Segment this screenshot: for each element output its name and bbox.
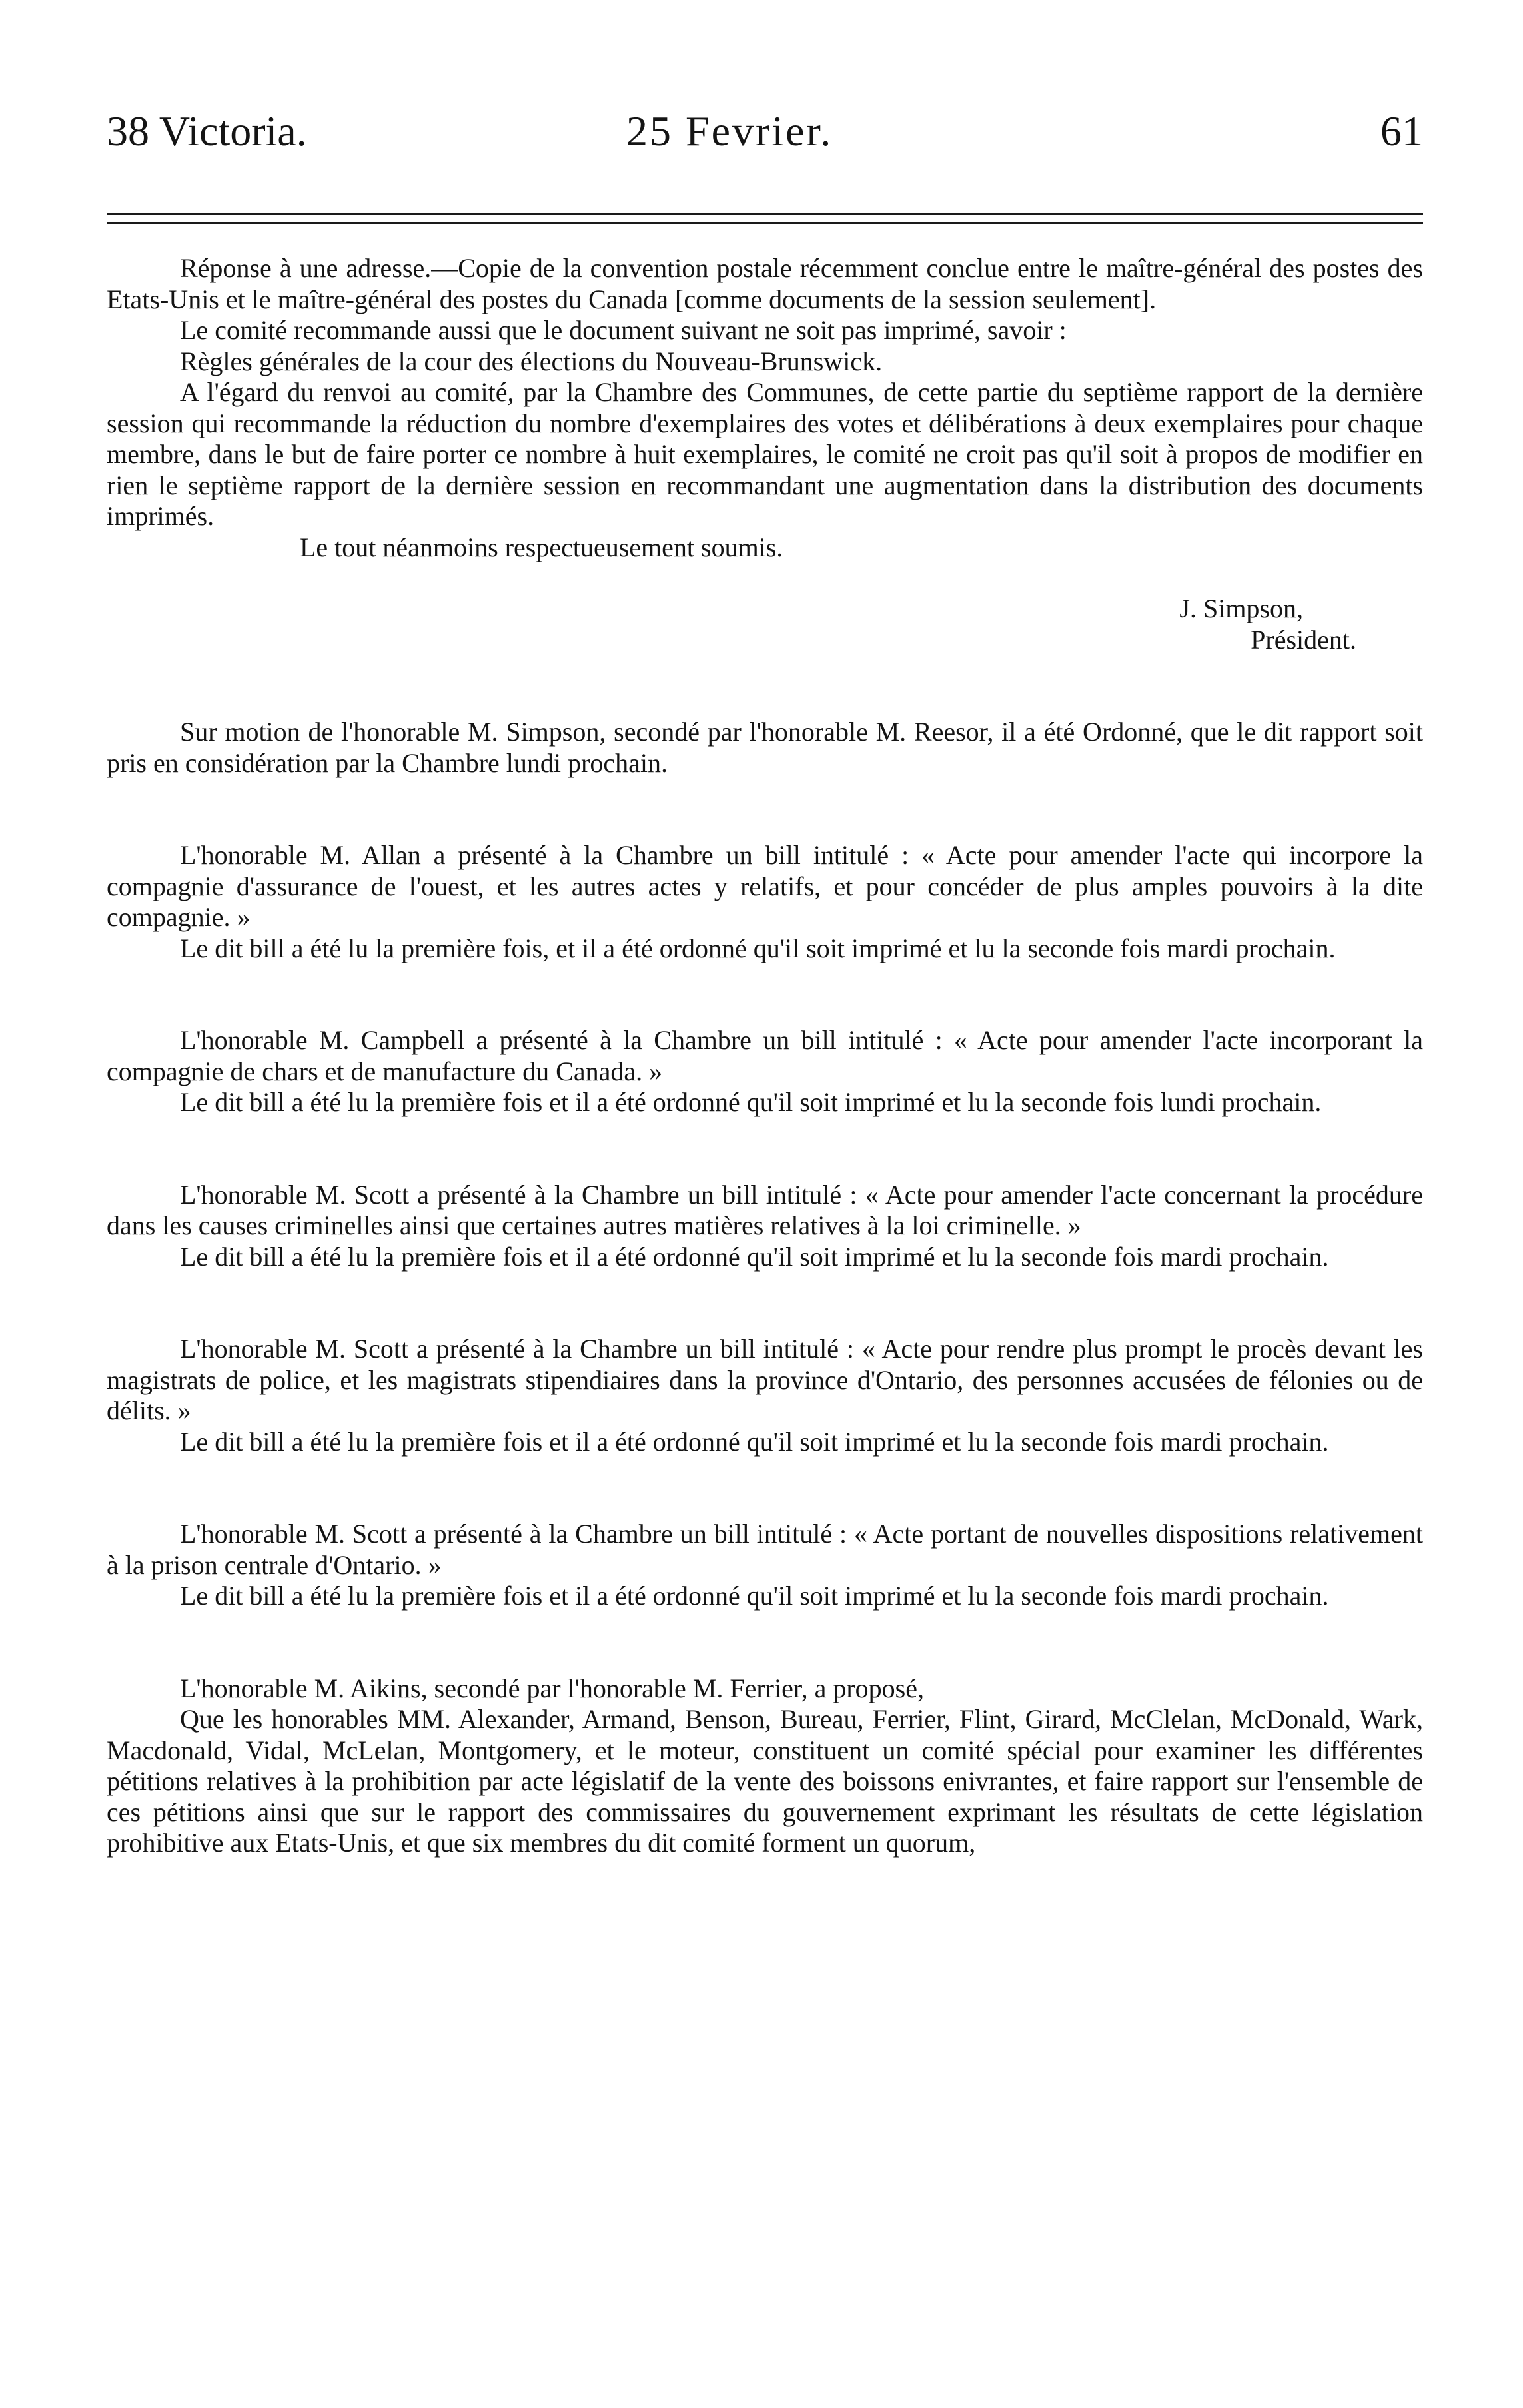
header-date: 25 Fevrier. — [626, 107, 833, 155]
paragraph-respectueusement-soumis: Le tout néanmoins respectueusement soumis. — [300, 532, 783, 562]
header-rule-top — [107, 213, 1423, 215]
signature-title: Président. — [1251, 624, 1356, 655]
paragraph-comite-recommande: Le comité recommande aussi que le document suivant ne soit pas imprimé, savoir : — [180, 315, 1067, 345]
paragraph-bill-scott-3-lu: Le dit bill a été lu la première fois et il a été ordonné qu'il soit imprimé et lu la seconde fois mardi prochain. — [180, 1581, 1329, 1611]
page-number: 61 — [1380, 107, 1423, 155]
paragraph-regles-generales: Règles générales de la cour des élections du Nouveau-Brunswick. — [180, 346, 883, 376]
paragraph-bill-scott-1: L'honorable M. Scott a présenté à la Chambre un bill intitulé : « Acte pour amender l'acte concernant la procédure dans les causes criminelles ainsi que certaines autres matières relatives à la loi criminelle. » — [107, 1179, 1423, 1240]
paragraph-comite-special: Que les honorables MM. Alexander, Armand, Benson, Bureau, Ferrier, Flint, Girard, McClelan, McDonald, Wark, Macdonald, Vidal, McLelan, Montgomery, et le moteur, constituent un comité spécial pour examiner les différentes pétitions relatives à la prohibition par acte législatif de la vente des boissons enivrantes, et faire rapport sur l'ensemble de ces pétitions ainsi que sur le rapport des commissaires du gouvernement exprimant les résultats de cette législation prohibitive aux Etats-Unis, et que six membres du dit comité forment un quorum, — [107, 1704, 1423, 1858]
paragraph-bill-campbell-lu: Le dit bill a été lu la première fois et il a été ordonné qu'il soit imprimé et lu la seconde fois lundi prochain. — [180, 1087, 1322, 1117]
paragraph-bill-campbell: L'honorable M. Campbell a présenté à la Chambre un bill intitulé : « Acte pour amender l'acte incorporant la compagnie de chars et de manufacture du Canada. » — [107, 1025, 1423, 1086]
paragraph-reponse-adresse: Réponse à une adresse.—Copie de la convention postale récemment conclue entre le maître-général des postes des Etats-Unis et le maître-général des postes du Canada [comme documents de la session seulement]. — [107, 253, 1423, 314]
paragraph-bill-allan-lu: Le dit bill a été lu la première fois, et il a été ordonné qu'il soit imprimé et lu la seconde fois mardi prochain. — [180, 933, 1336, 963]
paragraph-motion-aikins: L'honorable M. Aikins, secondé par l'honorable M. Ferrier, a proposé, — [180, 1673, 924, 1703]
paragraph-bill-scott-2-lu: Le dit bill a été lu la première fois et il a été ordonné qu'il soit imprimé et lu la seconde fois mardi prochain. — [180, 1426, 1329, 1457]
paragraph-motion-simpson: Sur motion de l'honorable M. Simpson, secondé par l'honorable M. Reesor, il a été Ordonné, que le dit rapport soit pris en considération par la Chambre lundi prochain. — [107, 717, 1423, 778]
header-session: 38 Victoria. — [107, 107, 307, 155]
paragraph-bill-scott-3: L'honorable M. Scott a présenté à la Chambre un bill intitulé : « Acte portant de nouvelles dispositions relativement à la prison centrale d'Ontario. » — [107, 1519, 1423, 1580]
body-text — [107, 253, 1423, 1859]
paragraph-bill-scott-1-lu: Le dit bill a été lu la première fois et il a été ordonné qu'il soit imprimé et lu la seconde fois mardi prochain. — [180, 1241, 1329, 1272]
paragraph-bill-scott-2: L'honorable M. Scott a présenté à la Chambre un bill intitulé : « Acte pour rendre plus prompt le procès devant les magistrats de police, et les magistrats stipendiaires dans la province d'Ontario, des personnes accusées de félonies ou de délits. » — [107, 1334, 1423, 1425]
header-rule-bottom — [107, 222, 1423, 224]
paragraph-renvoi-comite: A l'égard du renvoi au comité, par la Chambre des Communes, de cette partie du septième rapport de la dernière session qui recommande la réduction du nombre d'exemplaires des votes et délibérations à deux exemplaires pour chaque membre, dans le but de faire porter ce nombre à huit exemplaires, le comité ne croit pas qu'il soit à propos de modifier en rien le septième rapport de la dernière session en recommandant une augmentation dans la distribution des documents imprimés. — [107, 377, 1423, 531]
paragraph-bill-allan: L'honorable M. Allan a présenté à la Chambre un bill intitulé : « Acte pour amender l'acte qui incorpore la compagnie d'assurance de l'ouest, et les autres actes y relatifs, et pour concéder de plus amples pouvoirs à la dite compagnie. » — [107, 840, 1423, 932]
signature-name: J. Simpson, — [1179, 594, 1303, 623]
page-header — [107, 107, 1423, 173]
